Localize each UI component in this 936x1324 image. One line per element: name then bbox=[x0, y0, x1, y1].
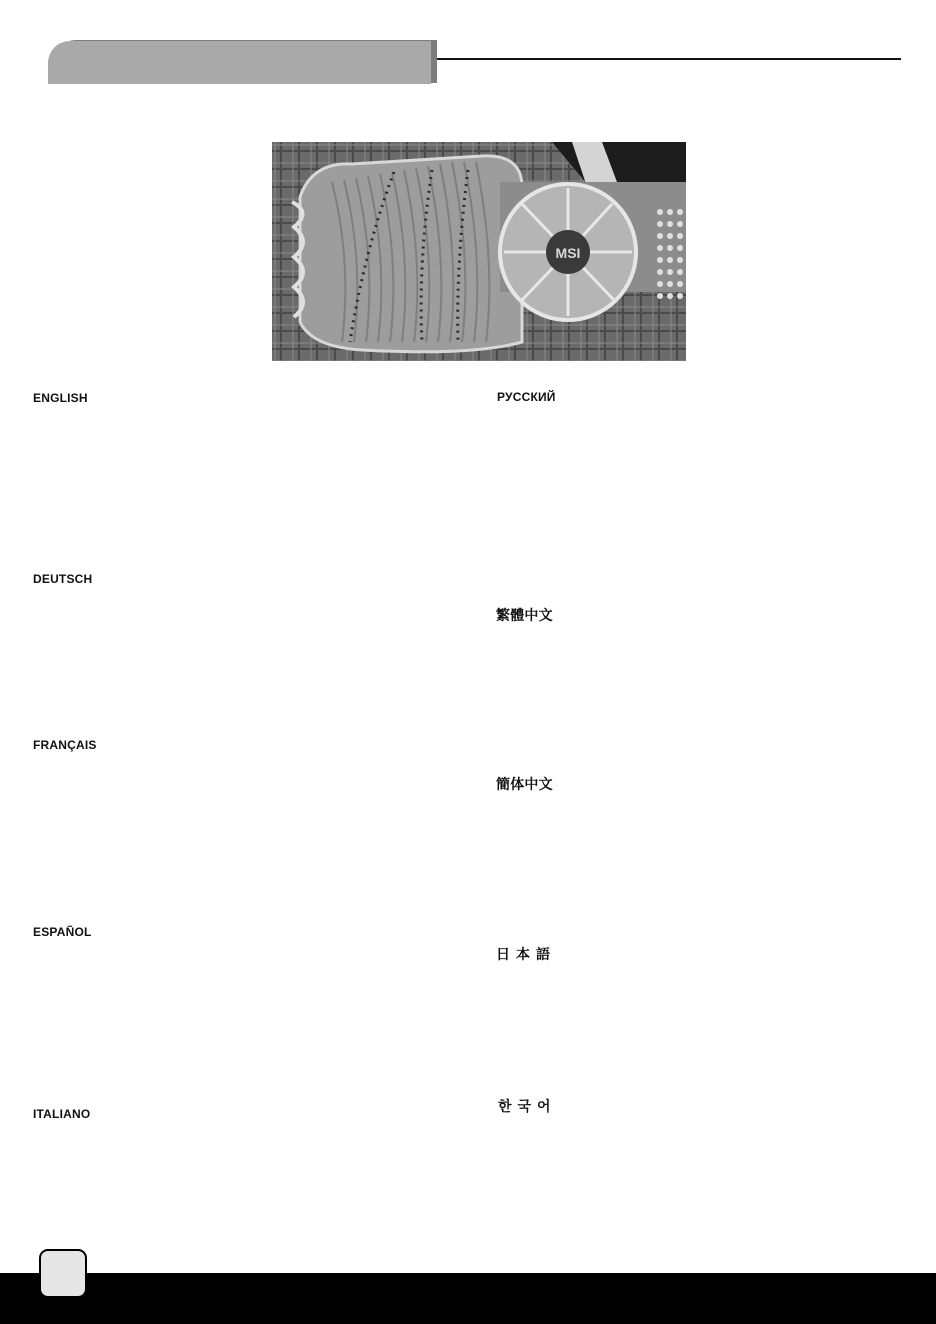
heading-russian: РУССКИЙ bbox=[497, 390, 556, 404]
heading-italiano: ITALIANO bbox=[33, 1107, 91, 1121]
page-number-tab bbox=[39, 1249, 87, 1298]
cooler-photo bbox=[272, 142, 686, 361]
heading-espanol: ESPAÑOL bbox=[33, 925, 92, 939]
heading-english: ENGLISH bbox=[33, 391, 88, 405]
header-rule bbox=[437, 58, 901, 60]
heading-japanese: 日本語 bbox=[496, 946, 556, 962]
heading-korean: 한국어 bbox=[498, 1098, 557, 1114]
fan-brand-label: MSI bbox=[555, 245, 581, 261]
footer-bar bbox=[0, 1273, 936, 1324]
heading-simplified-chinese: 簡体中文 bbox=[496, 776, 553, 792]
heading-francais: FRANÇAIS bbox=[33, 738, 97, 752]
heading-deutsch: DEUTSCH bbox=[33, 572, 93, 586]
section-header-tab bbox=[48, 41, 431, 84]
heading-traditional-chinese: 繁體中文 bbox=[496, 607, 553, 623]
